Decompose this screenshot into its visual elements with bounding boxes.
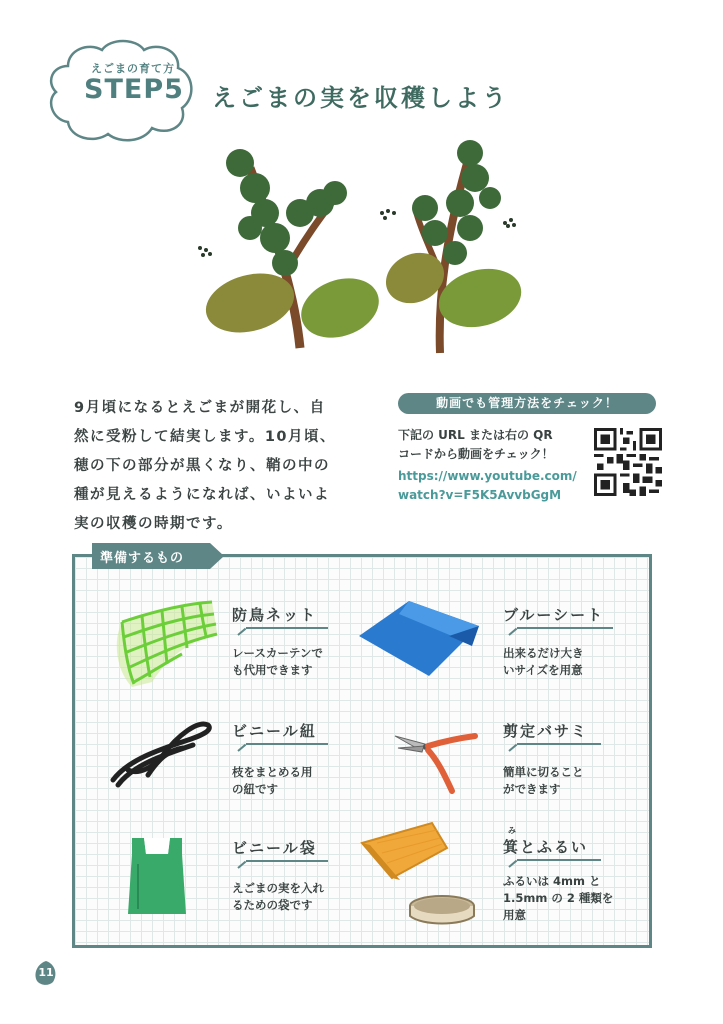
item-ruby: み [508, 826, 516, 835]
item-desc-line: も代用できます [232, 663, 313, 677]
qr-code-icon[interactable] [594, 428, 662, 496]
video-url-line[interactable]: https://www.youtube.com/ [398, 469, 577, 483]
body-line: 種が見えるようになれば、いよいよ [74, 487, 330, 503]
blue-sheet-icon [354, 596, 484, 680]
video-desc-line: コードから動画をチェック！ [398, 447, 554, 461]
item-desc-line: レースカーテンで [232, 646, 323, 660]
vinyl-string-icon [108, 720, 218, 792]
item-desc [232, 880, 324, 914]
item-desc-line: 出来るだけ大き [503, 646, 584, 660]
harvest-description [74, 394, 374, 539]
item-name: ビニール紐 [232, 722, 317, 740]
egoma-plants-illustration [170, 128, 550, 378]
item-underline [517, 627, 613, 629]
item-desc-line: るための袋です [232, 898, 313, 912]
bird-net-icon [112, 592, 222, 692]
header-subtitle: えごまの育て方 [91, 62, 175, 75]
item-name: 剪定バサミ [503, 722, 589, 740]
item-desc-line: 用意 [503, 908, 526, 922]
item-desc-line: 1.5mm の 2 種類を [503, 891, 614, 905]
item-name: 箕とふるい [503, 838, 589, 856]
video-url-line[interactable]: watch?v=F5K5AvvbGgM [398, 488, 562, 502]
item-desc [232, 764, 313, 798]
winnow-and-sieve-icon [352, 818, 482, 928]
item-underline [246, 860, 328, 862]
video-description [398, 426, 588, 464]
left-plant-icon [198, 149, 387, 348]
item-desc-line: いサイズを用意 [503, 663, 583, 677]
video-heading-pill: 動画でも管理方法をチェック！ [398, 393, 656, 414]
page-number: 11 [38, 966, 54, 979]
plastic-bag-icon [124, 834, 190, 920]
item-desc-line: ができます [503, 782, 561, 796]
body-line: 9月頃になるとえごまが開花し、自 [74, 400, 326, 416]
item-name: 防鳥ネット [232, 606, 318, 624]
item-underline [517, 859, 601, 861]
item-underline [246, 743, 328, 745]
item-desc [232, 645, 323, 679]
preparation-heading: 準備するもの [100, 551, 185, 566]
video-desc-line: 下記の URL または右の QR [398, 428, 553, 442]
item-name: ビニール袋 [232, 839, 317, 857]
item-desc [503, 645, 584, 679]
item-desc-line: 枝をまとめる用 [232, 765, 313, 779]
page-title: えごまの実を収穫しよう [212, 84, 509, 112]
step-label: STEP5 [84, 74, 184, 105]
item-desc-line: の紐です [232, 782, 278, 796]
pruning-shears-icon [390, 716, 480, 796]
body-line: 然に受粉して結実します。10月頃、 [74, 429, 337, 445]
item-underline [517, 743, 601, 745]
item-desc [503, 873, 613, 924]
item-underline [246, 627, 328, 629]
video-url-link[interactable] [398, 467, 598, 505]
item-desc-line: 簡単に切ること [503, 765, 584, 779]
item-desc-line: えごまの実を入れ [232, 881, 324, 895]
right-plant-icon [378, 140, 528, 353]
item-name: ブルーシート [503, 606, 605, 624]
body-line: 実の収穫の時期です。 [74, 516, 233, 532]
item-desc [503, 764, 584, 798]
item-desc-line: ふるいは 4mm と [503, 874, 601, 888]
body-line: 穂の下の部分が黒くなり、鞘の中の [74, 458, 330, 474]
